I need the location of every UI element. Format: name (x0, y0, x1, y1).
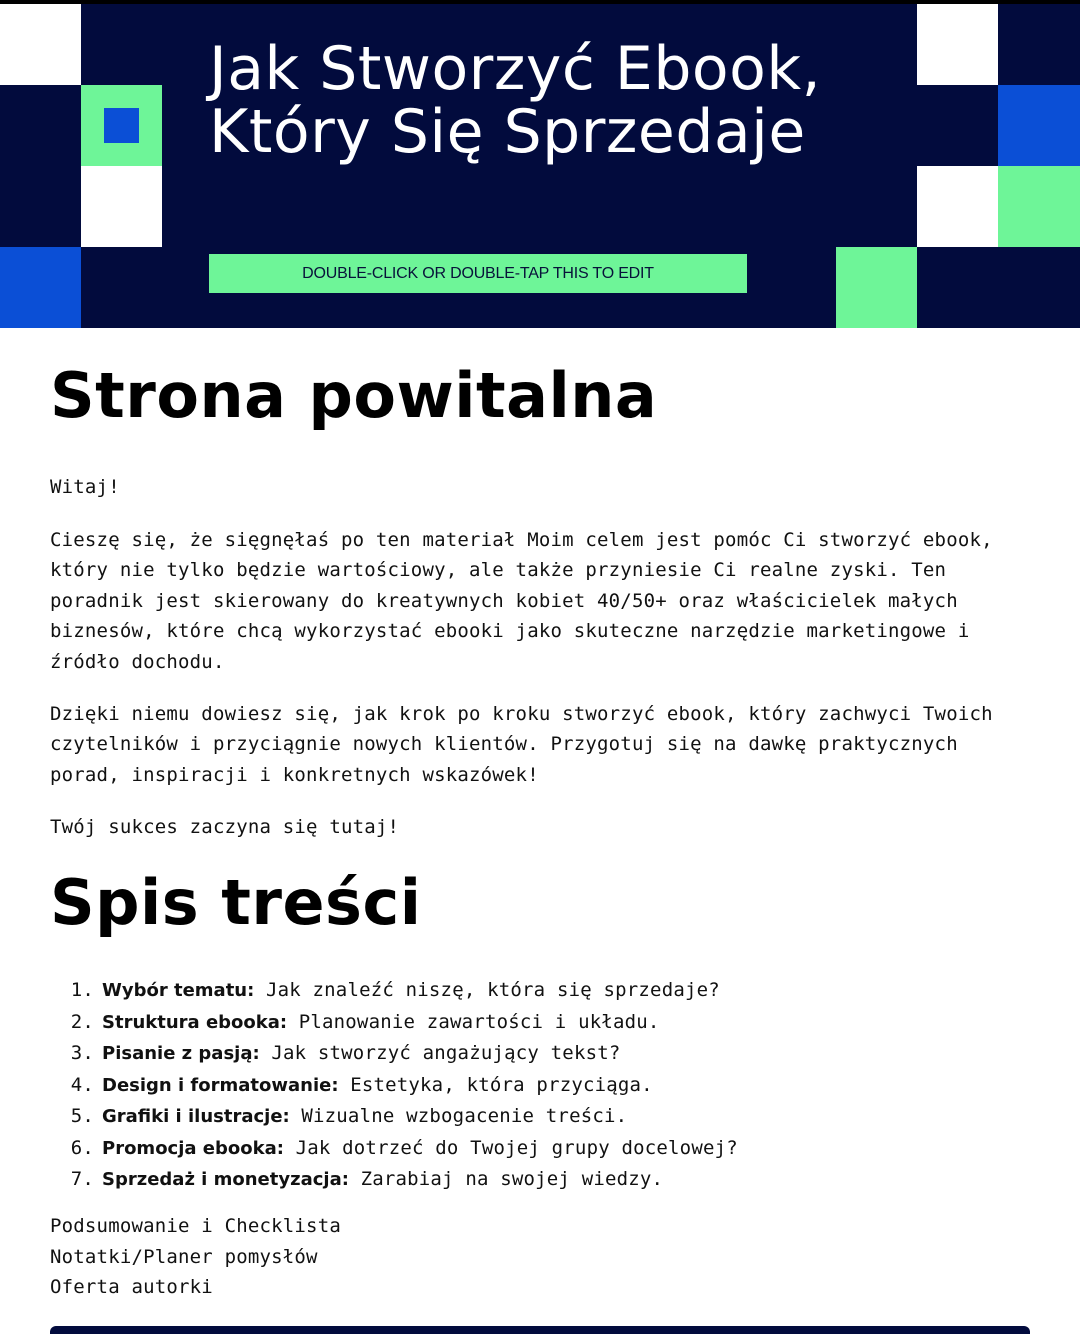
toc-item (50, 975, 738, 1007)
toc-item-description: Planowanie zawartości i układu. (298, 1010, 660, 1033)
toc-item-number: 7. (70, 1168, 94, 1190)
toc-item-title: Design i formatowanie: (102, 1074, 339, 1096)
toc-item-description: Estetyka, która przyciąga. (350, 1073, 653, 1096)
edit-banner-button[interactable]: DOUBLE-CLICK OR DOUBLE-TAP THIS TO EDIT (209, 254, 747, 293)
closing-paragraph: Twój sukces zaczyna się tutaj! (50, 816, 400, 838)
toc-item-number: 1. (70, 979, 94, 1001)
deco-block-white (917, 166, 998, 247)
benefits-paragraph: Dzięki niemu dowiesz się, jak krok po kroku stworzyć ebook, który zachwyci Twoich czytelników i przyciągnie nowych klientów. Przygotuj się na dawkę praktycznych porad, inspiracji i konkretnych wskazówek! (50, 703, 993, 786)
deco-block-white (917, 4, 998, 85)
toc-item-description: Jak stworzyć angażujący tekst? (271, 1042, 621, 1064)
toc-extras (50, 1211, 341, 1303)
toc-list (50, 975, 738, 1196)
toc-item-title: Wybór tematu: (102, 980, 255, 1001)
toc-item-number: 6. (70, 1136, 94, 1159)
toc-item-description: Wizualne wzbogacenie treści. (301, 1105, 628, 1127)
deco-block-white (81, 166, 162, 247)
toc-heading: Spis treści (50, 866, 422, 939)
toc-extra-offer: Oferta autorki (50, 1276, 213, 1298)
toc-item (50, 1164, 738, 1196)
greeting-paragraph: Witaj! (50, 476, 120, 498)
toc-item (50, 1101, 738, 1133)
toc-extra-summary: Podsumowanie i Checklista (50, 1215, 341, 1237)
intro-paragraph: Cieszę się, że sięgnęłaś po ten materiał Moim celem jest pomóc Ci stworzyć ebook, który nie tylko będzie wartościowy, ale także przyniesie Ci realne zyski. Ten poradnik jest skierowany do kreatywnych kobiet 40/50+ oraz właścicielek małych biznesów, które chcą wykorzystać ebooki jako skuteczne narzędzie marketingowe i źródło dochodu. (50, 529, 993, 673)
toc-item-title: Promocja ebooka: (102, 1137, 284, 1159)
deco-block-blue-small (104, 108, 139, 143)
deco-block-white (0, 4, 81, 85)
toc-item (50, 1070, 738, 1102)
toc-item-description: Jak znaleźć niszę, która się sprzedaje? (265, 979, 720, 1001)
toc-item-description: Zarabiaj na swojej wiedzy. (360, 1168, 664, 1190)
toc-item-description: Jak dotrzeć do Twojej grupy docelowej? (295, 1136, 738, 1159)
welcome-heading: Strona powitalna (50, 359, 658, 432)
toc-item-title: Grafiki i ilustracje: (102, 1106, 290, 1127)
next-page-edge (50, 1326, 1030, 1334)
toc-extra-notes: Notatki/Planer pomysłów (50, 1245, 318, 1268)
toc-item-title: Sprzedaż i monetyzacja: (102, 1169, 349, 1190)
toc-item-number: 3. (70, 1042, 94, 1064)
deco-block-blue (998, 85, 1080, 166)
deco-block-green (836, 247, 917, 328)
toc-item (50, 1133, 738, 1165)
ebook-title: Jak Stworzyć Ebook, Który Się Sprzedaje (209, 34, 822, 167)
deco-block-blue (0, 247, 81, 328)
ebook-header-banner (0, 4, 1080, 328)
toc-item (50, 1038, 738, 1070)
toc-item-title: Struktura ebooka: (102, 1011, 288, 1033)
toc-item-number: 4. (70, 1073, 94, 1096)
deco-block-green (998, 166, 1080, 247)
toc-item (50, 1007, 738, 1039)
toc-item-title: Pisanie z pasją: (102, 1043, 260, 1064)
toc-item-number: 2. (70, 1010, 94, 1033)
toc-item-number: 5. (70, 1105, 94, 1127)
